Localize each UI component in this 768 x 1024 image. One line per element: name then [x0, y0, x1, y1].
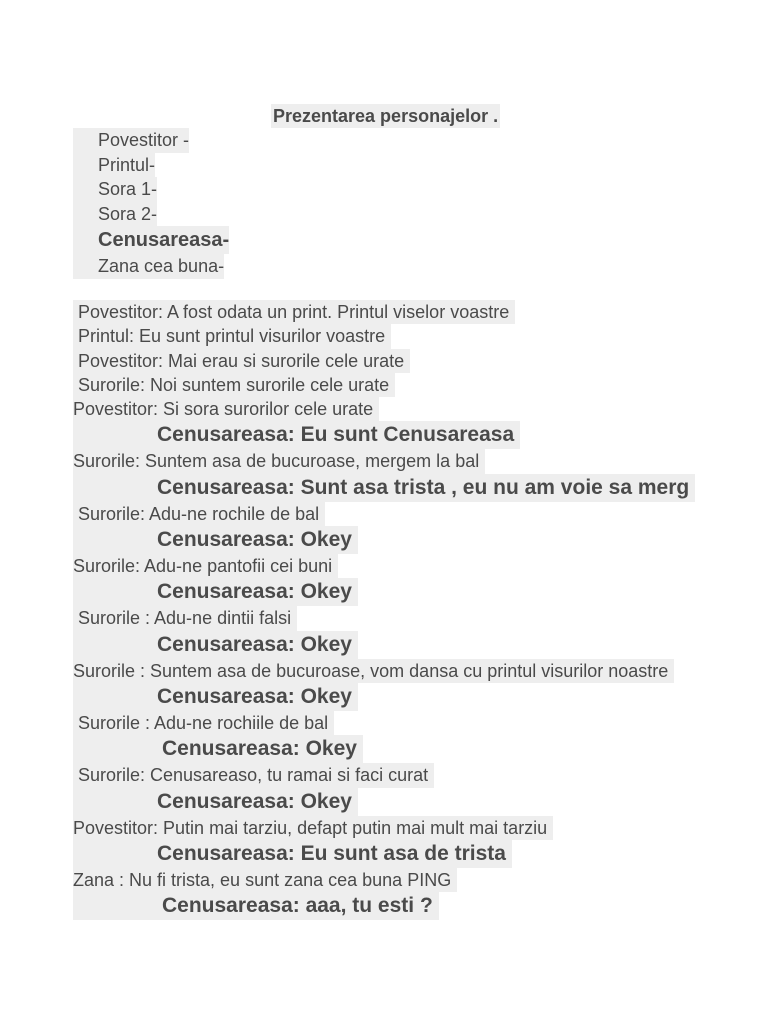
script-line	[73, 868, 763, 892]
page-title: Prezentarea personajelor .	[273, 106, 499, 126]
cast-item	[73, 202, 229, 227]
script-line-text: Surorile : Adu-ne dintii falsi	[73, 606, 297, 630]
script-line-text: Cenusareasa: Eu sunt asa de trista	[73, 840, 512, 868]
script-line	[73, 449, 763, 473]
cast-item	[73, 153, 229, 178]
script-line-text: Surorile: Cenusareaso, tu ramai si faci curat	[73, 763, 434, 787]
script-line	[73, 373, 763, 397]
script-line-cenusareasa	[73, 578, 763, 606]
script-line	[73, 349, 763, 373]
cast-item-label: Povestitor -	[73, 128, 189, 153]
script-line-text: Cenusareasa: Okey	[73, 526, 358, 554]
script-line-text: Zana : Nu fi trista, eu sunt zana cea buna PING	[73, 868, 457, 892]
script-line-text: Cenusareasa: Okey	[73, 683, 358, 711]
script-line-text: Povestitor: A fost odata un print. Printul viselor voastre	[73, 300, 515, 324]
script-line	[73, 763, 763, 787]
script-body	[73, 300, 763, 920]
script-line-cenusareasa	[73, 892, 763, 920]
script-line	[73, 300, 763, 324]
script-line	[73, 324, 763, 348]
script-line-text: Povestitor: Si sora surorilor cele urate	[73, 397, 379, 421]
cast-item-label: Sora 2-	[73, 202, 157, 227]
script-line-cenusareasa	[73, 474, 763, 502]
script-line	[73, 711, 763, 735]
script-line-text: Cenusareasa: Okey	[73, 735, 363, 763]
script-line-text: Surorile : Adu-ne rochiile de bal	[73, 711, 334, 735]
script-line	[73, 606, 763, 630]
script-line-text: Cenusareasa: Sunt asa trista , eu nu am voie sa merg	[73, 474, 695, 502]
script-line-text: Cenusareasa: Eu sunt Cenusareasa	[73, 421, 520, 449]
script-line	[73, 659, 763, 683]
script-line-text: Povestitor: Putin mai tarziu, defapt putin mai mult mai tarziu	[73, 816, 553, 840]
script-line	[73, 554, 763, 578]
script-line-cenusareasa	[73, 421, 763, 449]
script-line-cenusareasa	[73, 631, 763, 659]
script-line	[73, 816, 763, 840]
script-line-text: Surorile: Adu-ne pantofii cei buni	[73, 554, 338, 578]
cast-item	[73, 254, 229, 279]
cast-list	[73, 128, 229, 279]
cast-item-label: Printul-	[73, 153, 155, 178]
cast-item-label: Cenusareasa-	[73, 226, 229, 254]
cast-item-label: Sora 1-	[73, 177, 157, 202]
script-line-text: Cenusareasa: Okey	[73, 631, 358, 659]
script-line-text: Cenusareasa: Okey	[73, 578, 358, 606]
script-line-text: Cenusareasa: aaa, tu esti ?	[73, 892, 439, 920]
script-line-text: Surorile: Adu-ne rochile de bal	[73, 502, 325, 526]
cast-item	[73, 128, 229, 153]
cast-item	[73, 226, 229, 254]
script-line-cenusareasa	[73, 840, 763, 868]
cast-item	[73, 177, 229, 202]
script-line-text: Cenusareasa: Okey	[73, 788, 358, 816]
script-line-text: Printul: Eu sunt printul visurilor voastre	[73, 324, 391, 348]
script-line	[73, 502, 763, 526]
script-line	[73, 397, 763, 421]
script-line-cenusareasa	[73, 526, 763, 554]
script-line-cenusareasa	[73, 788, 763, 816]
script-line-cenusareasa	[73, 735, 763, 763]
script-line-text: Povestitor: Mai erau si surorile cele urate	[73, 349, 410, 373]
script-line-text: Surorile: Suntem asa de bucuroase, mergem la bal	[73, 449, 485, 473]
script-line-text: Surorile: Noi suntem surorile cele urate	[73, 373, 395, 397]
script-line-text: Surorile : Suntem asa de bucuroase, vom dansa cu printul visurilor noastre	[73, 659, 674, 683]
cast-item-label: Zana cea buna-	[73, 254, 224, 279]
script-line-cenusareasa	[73, 683, 763, 711]
